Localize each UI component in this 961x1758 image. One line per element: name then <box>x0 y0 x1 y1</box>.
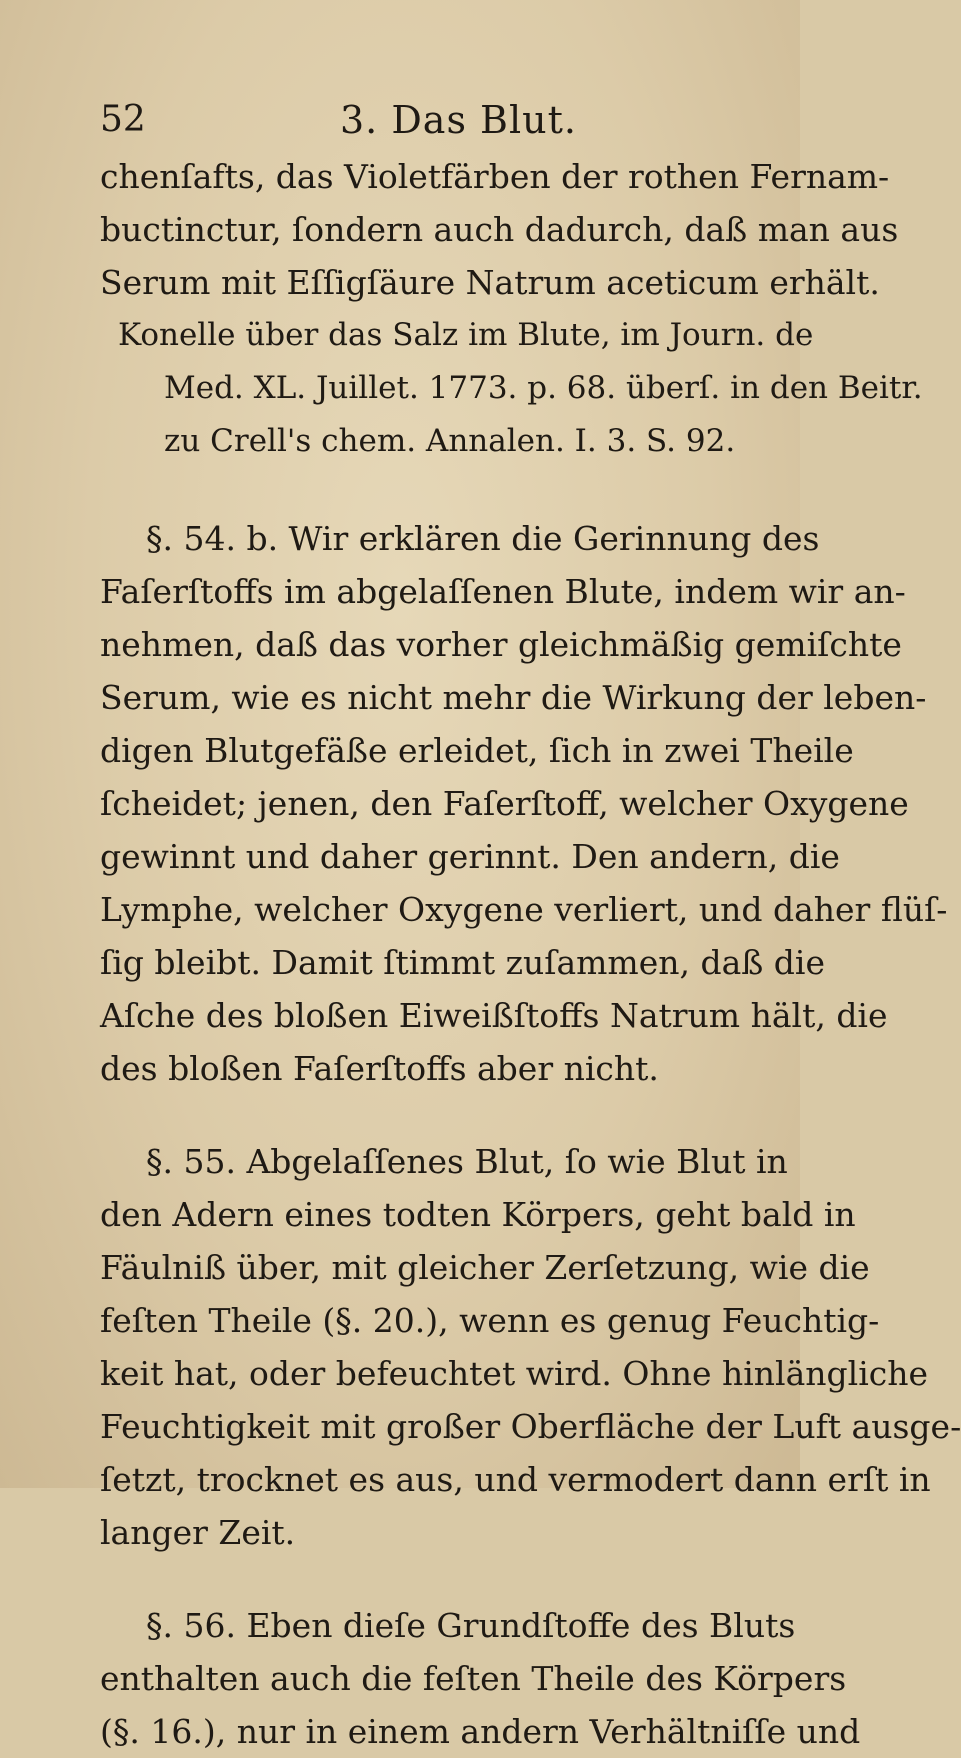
text-line: ſig bleibt. Damit ſtimmt zuſammen, daß die <box>100 943 826 982</box>
running-title: 3. Das Blut. <box>340 98 577 142</box>
intro-paragraph <box>100 150 899 309</box>
text-line: den Adern eines todten Körpers, geht bald in <box>100 1195 856 1234</box>
text-line: zu Crell's chem. Annalen. I. 3. S. 92. <box>164 423 736 459</box>
paragraph-gap <box>100 1559 772 1599</box>
text-line: des bloßen Faſerſtoffs aber nicht. <box>100 1049 659 1088</box>
reference-note <box>100 309 923 468</box>
text-line: feſten Theile (§. 20.), wenn es genug Feuchtig- <box>100 1301 880 1340</box>
text-line: ſcheidet; jenen, den Faſerſtoff, welcher Oxygene <box>100 784 909 823</box>
text-line: (§. 16.), nur in einem andern Verhältniſſe und <box>100 1712 861 1751</box>
text-line: §. 55. Abgelaſſenes Blut, ſo wie Blut in <box>146 1142 788 1181</box>
page-header <box>100 92 740 148</box>
text-line: gewinnt und daher gerinnt. Den andern, die <box>100 837 840 876</box>
text-line: Aſche des bloßen Eiweißſtoffs Natrum hält, die <box>100 996 888 1035</box>
text-line: Feuchtigkeit mit großer Oberfläche der Luft ausge- <box>100 1407 961 1446</box>
text-line: Faſerſtoffs im abgelaſſenen Blute, indem wir an- <box>100 572 906 611</box>
paragraph-gap <box>100 468 772 512</box>
text-line: langer Zeit. <box>100 1513 296 1552</box>
paragraph-54 <box>100 512 948 1095</box>
page-body <box>100 150 961 1758</box>
paragraph-gap <box>100 1095 772 1135</box>
text-line: §. 56. Eben dieſe Grundſtoffe des Bluts <box>146 1606 796 1645</box>
paragraph-55 <box>100 1135 961 1559</box>
text-line: Konelle über das Salz im Blute, im Journ. de <box>118 317 814 353</box>
text-line: buctinctur, ſondern auch dadurch, daß man aus <box>100 210 899 249</box>
text-line: Serum, wie es nicht mehr die Wirkung der leben- <box>100 678 927 717</box>
text-line: §. 54. b. Wir erklären die Gerinnung des <box>146 519 820 558</box>
text-line: enthalten auch die feſten Theile des Körpers <box>100 1659 847 1698</box>
text-line: keit hat, oder befeuchtet wird. Ohne hinlängliche <box>100 1354 929 1393</box>
text-line: Fäulniß über, mit gleicher Zerſetzung, wie die <box>100 1248 870 1287</box>
text-line: digen Blutgefäße erleidet, ſich in zwei Theile <box>100 731 854 770</box>
text-line: chenſafts, das Violetfärben der rothen Fernam- <box>100 157 890 196</box>
text-line: nehmen, daß das vorher gleichmäßig gemiſchte <box>100 625 902 664</box>
paragraph-56 <box>100 1599 861 1758</box>
text-line: ſetzt, trocknet es aus, und vermodert dann erſt in <box>100 1460 931 1499</box>
page-number: 52 <box>100 99 146 140</box>
text-line: Med. XL. Juillet. 1773. p. 68. überſ. in den Beitr. <box>164 370 923 406</box>
text-line: Serum mit Eſſigſäure Natrum aceticum erhält. <box>100 263 880 302</box>
text-line: Lymphe, welcher Oxygene verliert, und daher flüſ- <box>100 890 948 929</box>
